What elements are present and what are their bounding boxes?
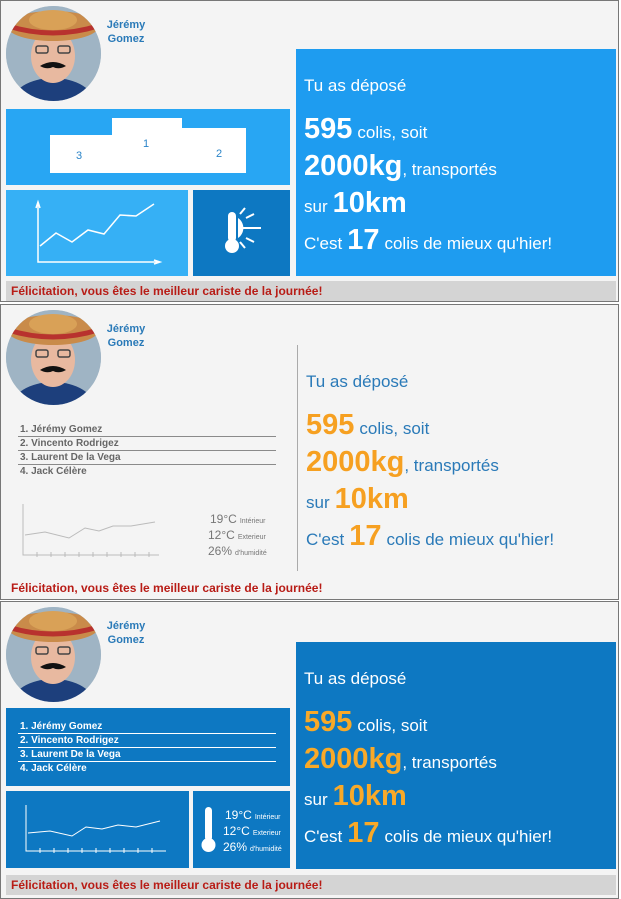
stats-summary [297, 345, 617, 571]
user-first-name: Jérémy [106, 620, 146, 632]
congrats-banner: Félicitation, vous êtes le meilleur cariste de la journée! [6, 281, 616, 301]
parcels-suffix: colis, soit [357, 123, 428, 142]
weight-value: 2000kg [306, 446, 405, 478]
congrats-banner: Félicitation, vous êtes le meilleur cariste de la journée! [11, 581, 323, 595]
weather-icon-widget [193, 190, 290, 276]
weight-value: 2000kg [304, 150, 403, 182]
user-last-name: Gomez [107, 337, 145, 349]
compare-prefix: C'est [304, 827, 343, 846]
podium-second: 2 [216, 148, 223, 160]
weather-widget [193, 791, 290, 868]
indoor-label: Intérieur [254, 814, 281, 821]
trend-chart [13, 500, 163, 566]
user-last-name: Gomez [107, 33, 145, 45]
ranking-widget [6, 708, 290, 786]
ranking-item: 3. Laurent De la Vega [18, 749, 276, 762]
indoor-temp: 19°C [225, 808, 252, 822]
line-chart-icon [13, 500, 163, 566]
trend-chart [6, 190, 188, 276]
distance-prefix: sur [304, 790, 328, 809]
podium-widget [6, 109, 290, 185]
distance-value: 10km [332, 780, 407, 812]
dashboard-variant-minimal [0, 304, 619, 600]
parcels-count: 595 [304, 706, 353, 738]
distance-value: 10km [332, 187, 407, 219]
compare-value: 17 [347, 817, 380, 849]
indoor-temp: 19°C [210, 512, 237, 526]
weight-suffix: , transportés [404, 456, 499, 475]
parcels-suffix: colis, soit [357, 716, 428, 735]
user-first-name: Jérémy [106, 323, 146, 335]
indoor-label: Intérieur [239, 518, 266, 525]
line-chart-icon [6, 190, 188, 276]
dashboard-variant-light [0, 0, 619, 302]
ranking-item: 1. Jérémy Gomez [18, 721, 276, 734]
podium-first: 1 [143, 138, 150, 150]
ranking-widget [6, 411, 290, 489]
ranking-list [18, 424, 276, 480]
stats-summary [296, 642, 616, 869]
thermometer-sun-icon [193, 190, 290, 276]
distance-prefix: sur [304, 197, 328, 216]
avatar [6, 310, 101, 405]
stats-intro: Tu as déposé [306, 372, 409, 391]
compare-suffix: colis de mieux qu'hier! [384, 234, 553, 253]
compare-prefix: C'est [304, 234, 343, 253]
stats-intro: Tu as déposé [304, 76, 407, 95]
outdoor-temp: 12°C [208, 528, 235, 542]
user-name [101, 322, 151, 350]
thermometer-icon [199, 805, 219, 855]
weight-value: 2000kg [304, 743, 403, 775]
podium-icon [6, 109, 290, 185]
weight-suffix: , transportés [402, 160, 497, 179]
weight-suffix: , transportés [402, 753, 497, 772]
compare-suffix: colis de mieux qu'hier! [386, 530, 555, 549]
ranking-item: 3. Laurent De la Vega [18, 452, 276, 465]
compare-value: 17 [347, 224, 380, 256]
distance-prefix: sur [306, 493, 330, 512]
avatar [6, 6, 101, 101]
outdoor-temp: 12°C [223, 824, 250, 838]
humidity-label: d'humidité [235, 550, 267, 557]
line-chart-icon [6, 791, 189, 868]
outdoor-label: Exterieur [237, 534, 266, 541]
distance-value: 10km [334, 483, 409, 515]
dashboard-variant-dark [0, 601, 619, 899]
ranking-item: 4. Jack Célère [20, 466, 87, 477]
user-name [101, 18, 151, 46]
parcels-count: 595 [304, 113, 353, 145]
humidity-value: 26% [208, 544, 233, 558]
parcels-count: 595 [306, 409, 355, 441]
outdoor-label: Exterieur [252, 830, 281, 837]
compare-value: 17 [349, 520, 382, 552]
user-first-name: Jérémy [106, 19, 146, 31]
parcels-suffix: colis, soit [359, 419, 430, 438]
congrats-banner: Félicitation, vous êtes le meilleur cariste de la journée! [6, 875, 616, 895]
ranking-item: 1. Jérémy Gomez [18, 424, 276, 437]
stats-summary [296, 49, 616, 276]
user-name [101, 619, 151, 647]
weather-widget [193, 508, 290, 568]
compare-prefix: C'est [306, 530, 345, 549]
trend-chart [6, 791, 189, 868]
ranking-item: 2. Vincento Rodrigez [18, 735, 276, 748]
ranking-item: 4. Jack Célère [20, 763, 87, 774]
stats-intro: Tu as déposé [304, 669, 407, 688]
user-last-name: Gomez [107, 634, 145, 646]
humidity-value: 26% [223, 840, 248, 854]
ranking-list [18, 721, 276, 777]
podium-third: 3 [76, 150, 83, 162]
humidity-label: d'humidité [250, 846, 282, 853]
avatar [6, 607, 101, 702]
compare-suffix: colis de mieux qu'hier! [384, 827, 553, 846]
ranking-item: 2. Vincento Rodrigez [18, 438, 276, 451]
